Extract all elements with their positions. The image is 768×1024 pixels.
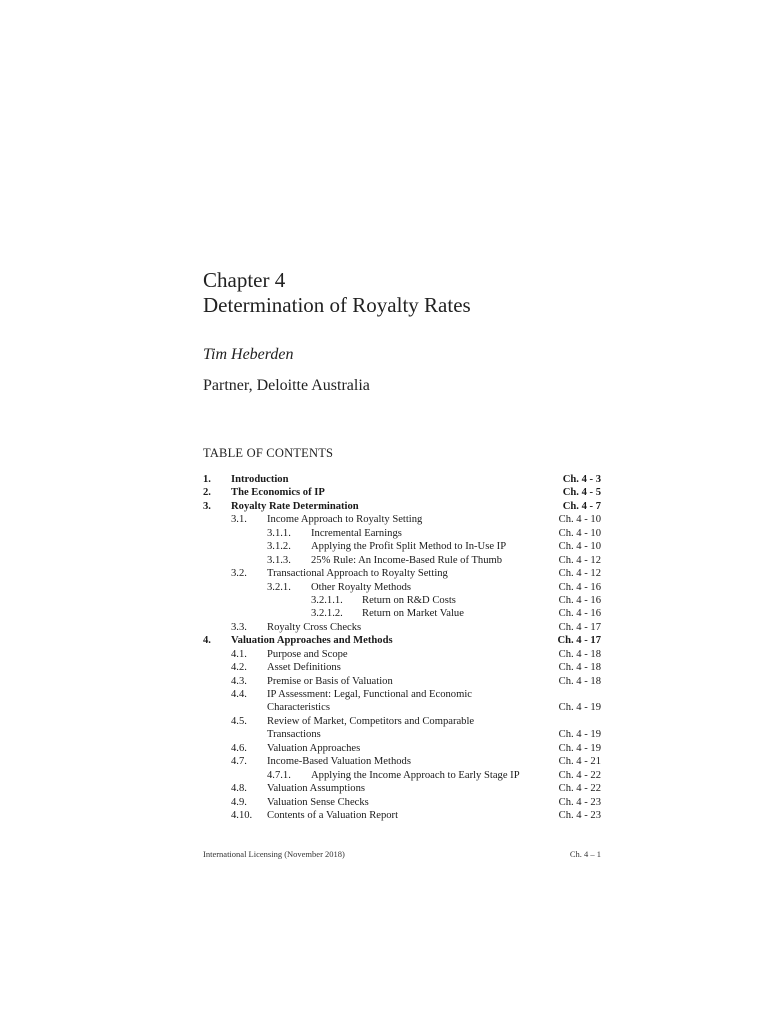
toc-entry: [203, 527, 601, 540]
toc-entry-number: 3.2.1.2.: [311, 608, 343, 620]
toc-entry: [203, 809, 601, 822]
toc-entry-title: Applying the Profit Split Method to In-Use IP: [311, 541, 507, 553]
toc-entry: [203, 486, 601, 499]
toc-entry-number: 2.: [203, 487, 211, 499]
toc-entry: [203, 581, 601, 594]
toc-entry-title: Valuation Approaches and Methods: [231, 635, 393, 647]
toc-entry-page: Ch. 4 - 5: [562, 487, 601, 499]
toc-entry: [203, 621, 601, 634]
toc-entry: [203, 675, 601, 688]
toc-entry-title: Introduction: [231, 474, 289, 485]
toc-entry-number: 3.1.: [231, 514, 247, 526]
toc-entry-title: Applying the Income Approach to Early Stage IP: [311, 769, 520, 781]
toc-entry-page: Ch. 4 - 16: [558, 594, 601, 606]
toc-entry-page: Ch. 4 - 10: [558, 541, 601, 553]
toc-entry-number: 3.2.: [231, 568, 247, 580]
toc-entry-number: 4.3.: [231, 675, 247, 687]
toc-entry-title: 25% Rule: An Income-Based Rule of Thumb: [311, 554, 503, 566]
toc-entry: [203, 513, 601, 526]
toc-entry-page: Ch. 4 - 16: [558, 608, 601, 620]
toc-entry-title: Purpose and Scope: [267, 648, 348, 660]
toc-entry-page: Ch. 4 - 23: [558, 796, 601, 808]
toc-entry-page: Ch. 4 - 7: [562, 500, 601, 512]
toc-entry-page: Ch. 4 - 21: [558, 756, 601, 768]
toc-entry-title: Return on R&D Costs: [362, 594, 456, 606]
author-name: Tim Heberden: [203, 346, 294, 363]
toc-entry-title: Transactions: [267, 729, 321, 741]
toc-entry-page: Ch. 4 - 19: [558, 702, 601, 714]
toc-entry: [203, 473, 601, 486]
toc-entry: [203, 607, 601, 620]
toc-entry: [203, 796, 601, 809]
toc-entry-title: Income Approach to Royalty Setting: [267, 514, 423, 526]
toc-entry-page: Ch. 4 - 3: [562, 474, 601, 485]
toc-entry-page: Ch. 4 - 19: [558, 742, 601, 754]
toc-entry-number: 4.8.: [231, 783, 247, 795]
toc-entry-number: 3.2.1.: [267, 581, 291, 593]
toc-entry: [203, 567, 601, 580]
toc-entry-title: Valuation Assumptions: [267, 783, 365, 795]
toc-entry-title: Contents of a Valuation Report: [267, 809, 399, 821]
toc-entry-title: Review of Market, Competitors and Comparable: [267, 715, 475, 727]
chapter-number: Chapter 4: [203, 268, 286, 292]
toc-entry-title: Asset Definitions: [267, 662, 341, 674]
table-of-contents: [203, 473, 601, 822]
toc-entry-page: Ch. 4 - 23: [558, 809, 601, 821]
toc-entry: [203, 648, 601, 661]
toc-entry-number: 4.4.: [231, 689, 247, 700]
toc-entry-title: Premise or Basis of Valuation: [267, 675, 393, 687]
toc-entry-number: 4.7.: [231, 756, 247, 768]
toc-entry-number: 4.5.: [231, 715, 247, 727]
toc-entry-number: 3.1.2.: [267, 541, 291, 553]
toc-entry-title: Incremental Earnings: [311, 527, 402, 539]
toc-entry-number: 3.1.3.: [267, 554, 291, 566]
toc-entry-title: Return on Market Value: [362, 608, 464, 620]
toc-entry: [203, 769, 601, 782]
toc-entry: [203, 688, 601, 701]
toc-entry-page: Ch. 4 - 12: [558, 554, 601, 566]
toc-entry-number: 4.1.: [231, 648, 247, 660]
toc-entry-number: 4.7.1.: [267, 769, 291, 781]
toc-entry: [203, 594, 601, 607]
toc-entry-page: Ch. 4 - 18: [558, 662, 601, 674]
footer-page-number: Ch. 4 – 1: [569, 849, 601, 859]
toc-entry: [203, 755, 601, 768]
toc-entry-page: Ch. 4 - 16: [558, 581, 601, 593]
toc-entry: [203, 715, 601, 728]
chapter-title: Determination of Royalty Rates: [203, 293, 471, 317]
toc-entry-number: 4.: [203, 635, 211, 647]
toc-entry-page: Ch. 4 - 18: [558, 675, 601, 687]
toc-entry-title: IP Assessment: Legal, Functional and Economic: [267, 689, 472, 700]
toc-entry-title: The Economics of IP: [231, 487, 325, 499]
toc-entry-title: Income-Based Valuation Methods: [267, 756, 411, 768]
toc-entry-page: Ch. 4 - 10: [558, 527, 601, 539]
toc-entry-number: 3.1.1.: [267, 527, 291, 539]
toc-entry-title: Royalty Rate Determination: [231, 500, 359, 512]
toc-entry-title: Valuation Approaches: [267, 742, 361, 754]
toc-entry-title: Valuation Sense Checks: [267, 796, 369, 808]
chapter-heading: [203, 268, 471, 318]
toc-entry: [203, 728, 601, 741]
toc-entry: [203, 554, 601, 567]
toc-entry: [203, 500, 601, 513]
toc-entry-page: Ch. 4 - 17: [557, 635, 601, 647]
toc-entry-title: Transactional Approach to Royalty Setting: [267, 568, 448, 580]
toc-entry-title: Royalty Cross Checks: [267, 621, 362, 633]
toc-entry-title: Characteristics: [267, 702, 330, 714]
toc-entry: [203, 634, 601, 647]
toc-entry-page: Ch. 4 - 18: [558, 648, 601, 660]
author-affiliation: Partner, Deloitte Australia: [203, 377, 370, 394]
toc-entry-number: 3.: [203, 500, 211, 512]
toc-entry: [203, 661, 601, 674]
toc-entry-number: 4.2.: [231, 662, 247, 674]
toc-entry: [203, 701, 601, 714]
toc-entry-page: Ch. 4 - 22: [558, 769, 601, 781]
toc-entry-number: 4.10.: [231, 809, 253, 821]
toc-entry-page: Ch. 4 - 10: [558, 514, 601, 526]
footer-publication: International Licensing (November 2018): [203, 849, 345, 859]
toc-entry-number: 4.9.: [231, 796, 247, 808]
toc-entry-number: 4.6.: [231, 742, 247, 754]
toc-entry: [203, 782, 601, 795]
toc-entry-page: Ch. 4 - 17: [558, 621, 601, 633]
toc-entry-number: 1.: [203, 474, 211, 485]
toc-entry-page: Ch. 4 - 22: [558, 783, 601, 795]
toc-entry-number: 3.3.: [231, 621, 247, 633]
toc-heading: TABLE OF CONTENTS: [203, 446, 334, 460]
toc-entry-number: 3.2.1.1.: [311, 594, 343, 606]
toc-entry-page: Ch. 4 - 19: [558, 729, 601, 741]
toc-entry: [203, 540, 601, 553]
toc-entry-page: Ch. 4 - 12: [558, 568, 601, 580]
toc-entry-title: Other Royalty Methods: [311, 581, 412, 593]
toc-entry: [203, 742, 601, 755]
